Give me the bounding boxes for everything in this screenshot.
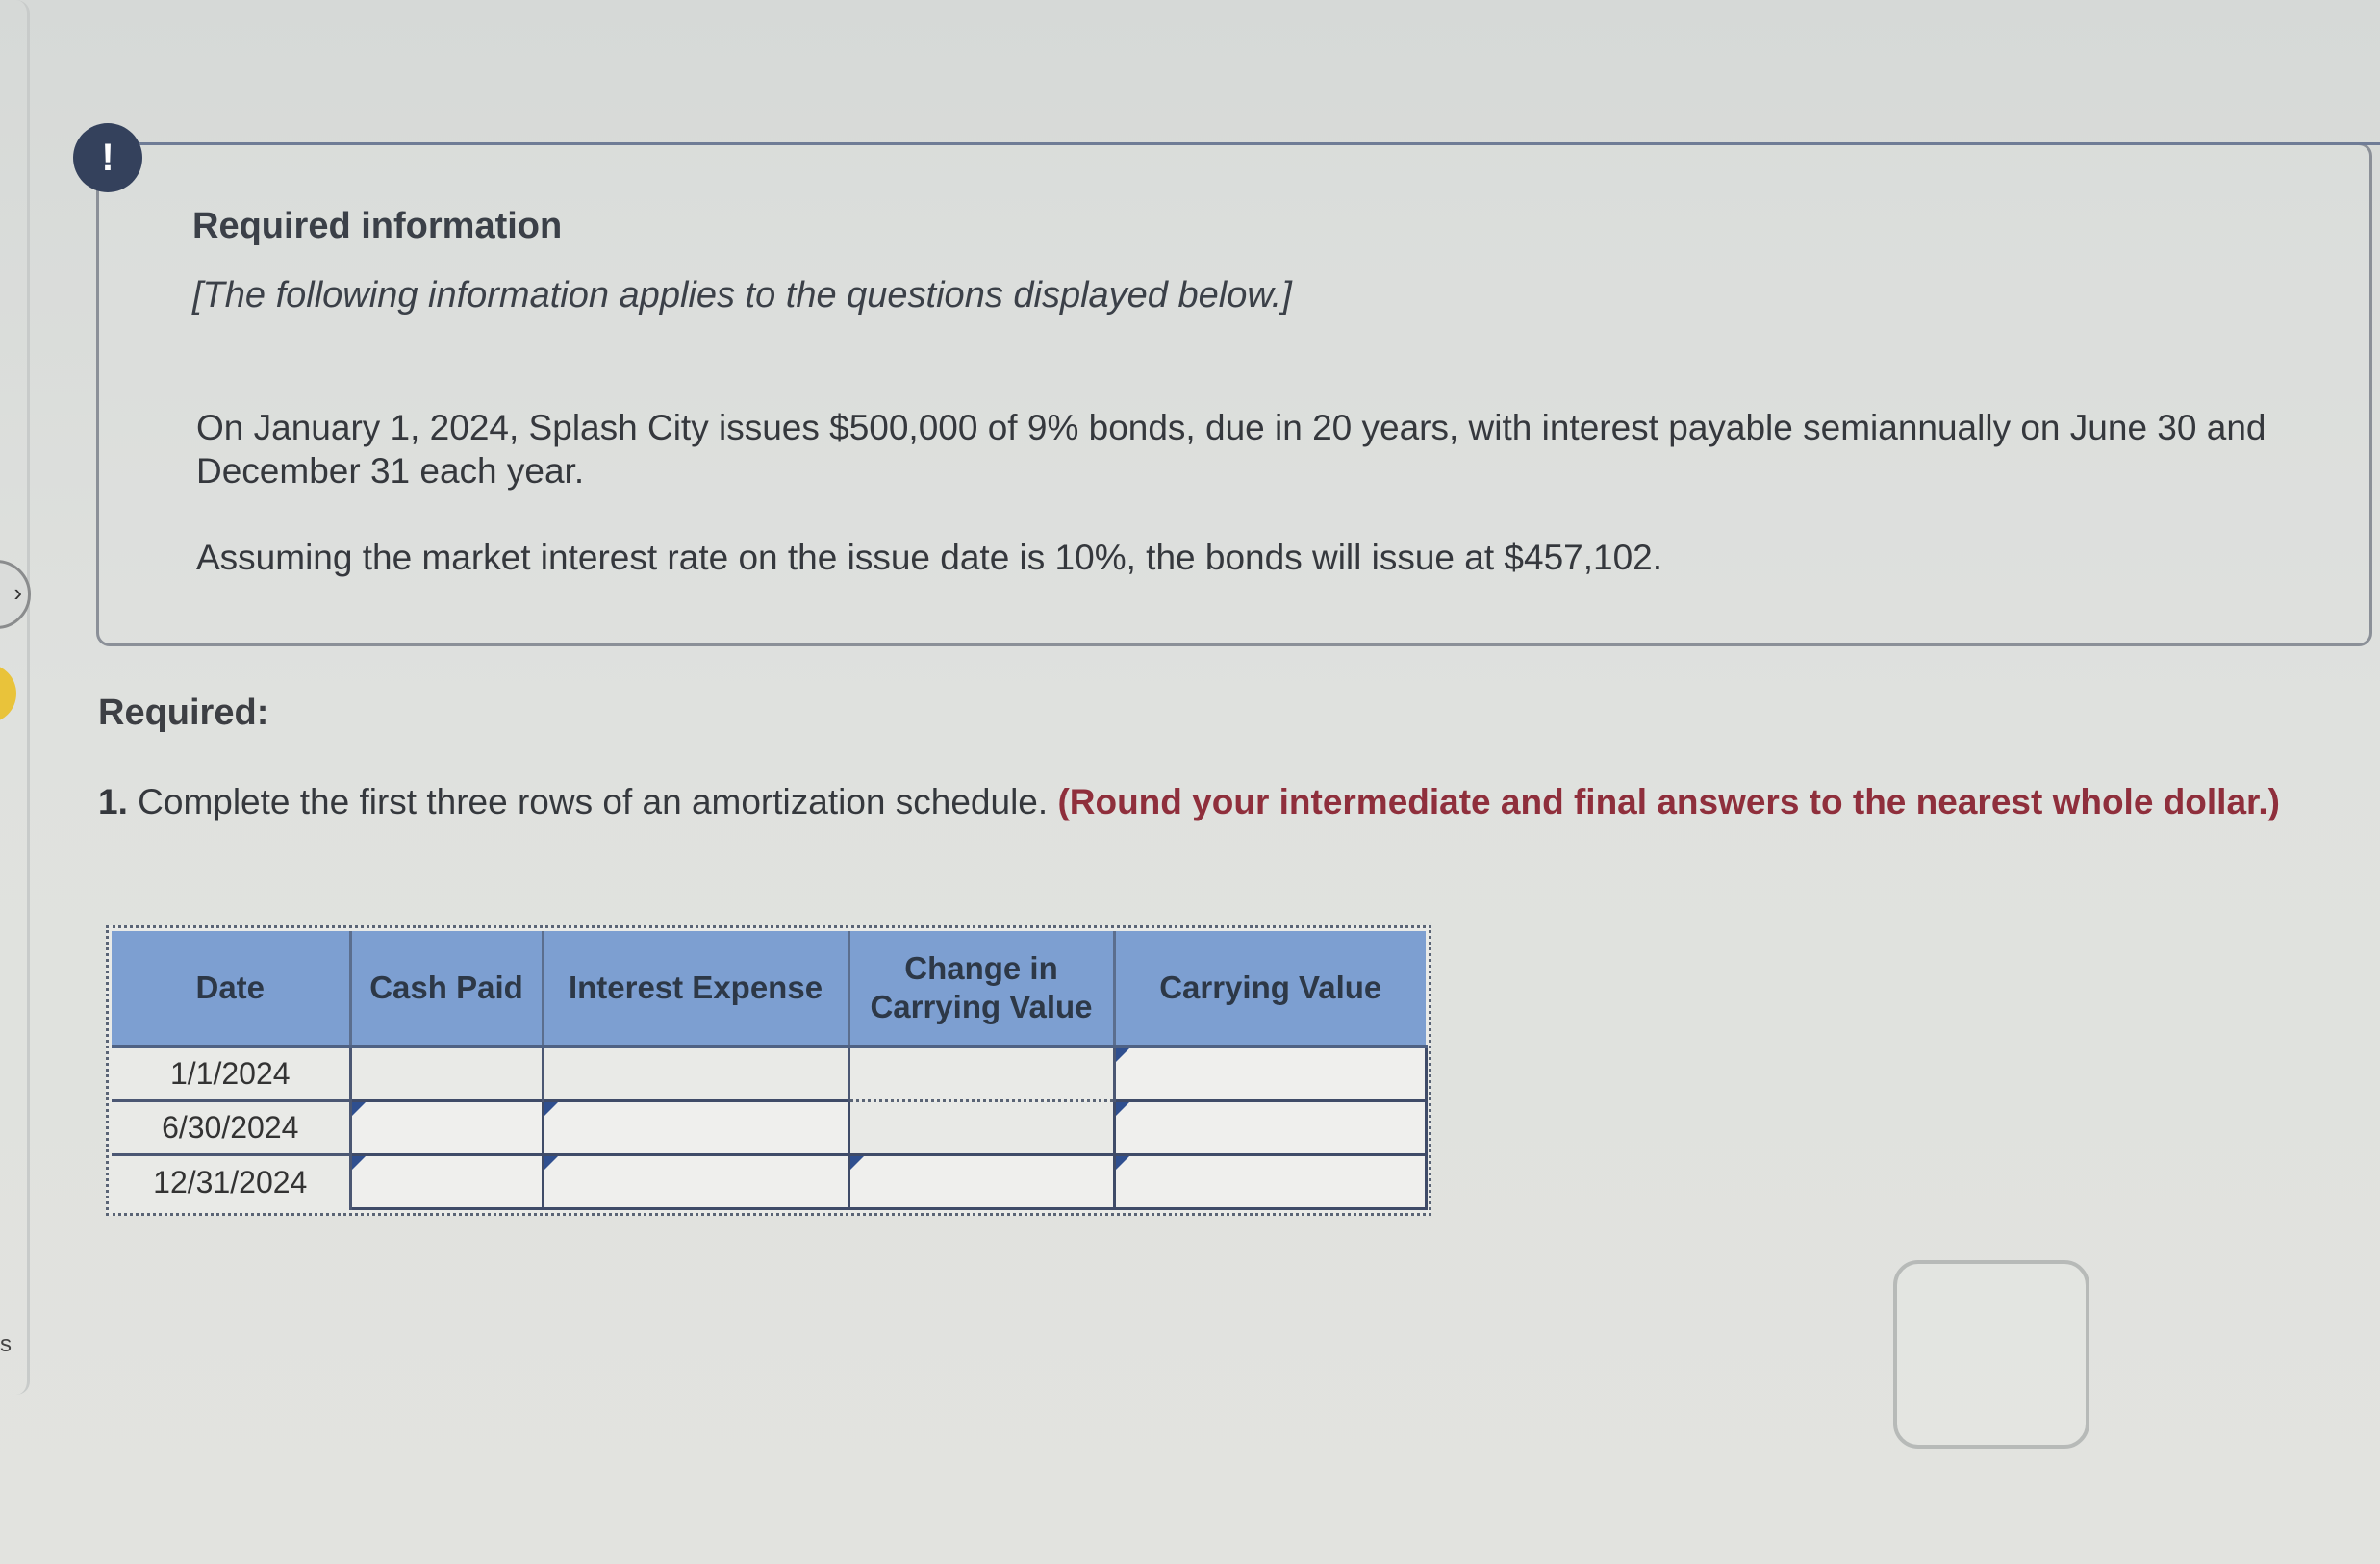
problem-paragraph-2: Assuming the market interest rate on the issue date is 10%, the bonds will issue at $457,102.: [196, 538, 1663, 577]
required-information-subtitle: [The following information applies to the questions displayed below.]: [192, 275, 1292, 315]
input-flag-icon: [850, 1156, 864, 1170]
cash-paid-input[interactable]: [350, 1101, 543, 1155]
header-cash-paid: Cash Paid: [350, 931, 543, 1047]
cash-paid-input[interactable]: [350, 1155, 543, 1209]
problem-paragraph-1: On January 1, 2024, Splash City issues $500,000 of 9% bonds, due in 20 years, with interest payable semiannually on June 30 and December 31 each year.: [196, 408, 2266, 491]
input-flag-icon: [352, 1156, 366, 1170]
interest-expense-input[interactable]: [543, 1155, 848, 1209]
question-1: [98, 781, 2311, 822]
amortization-table-container: [106, 925, 1431, 1216]
header-date: Date: [112, 931, 350, 1047]
left-edge-partial-text: s: [0, 1331, 12, 1357]
nav-glyph: ›: [13, 578, 22, 607]
info-box-top-rule: [108, 142, 2380, 145]
input-flag-icon: [352, 1102, 366, 1116]
carrying-value-input[interactable]: [1114, 1155, 1426, 1209]
question-text: Complete the first three rows of an amortization schedule.: [138, 782, 1049, 821]
header-change-in-carrying-value: Change in Carrying Value: [848, 931, 1114, 1047]
change-in-carrying-value-input[interactable]: [848, 1101, 1114, 1155]
input-flag-icon: [1116, 1102, 1129, 1116]
change-cell-disabled: [848, 1047, 1114, 1101]
interest-expense-cell-disabled: [543, 1047, 848, 1101]
cash-paid-cell-disabled: [350, 1047, 543, 1101]
exclamation-icon: !: [73, 123, 142, 192]
required-information-title: Required information: [192, 206, 563, 246]
required-heading: Required:: [98, 693, 269, 733]
row-date: 6/30/2024: [112, 1101, 350, 1155]
question-number: 1.: [98, 782, 128, 821]
carrying-value-input[interactable]: [1114, 1047, 1426, 1101]
row-date: 12/31/2024: [112, 1155, 350, 1209]
table-row: [112, 1101, 1426, 1155]
table-header-row: [112, 931, 1426, 1047]
input-flag-icon: [1116, 1048, 1129, 1062]
table-row: [112, 1047, 1426, 1101]
header-interest-expense: Interest Expense: [543, 931, 848, 1047]
input-flag-icon: [544, 1102, 558, 1116]
change-in-carrying-value-input[interactable]: [848, 1155, 1114, 1209]
input-flag-icon: [1116, 1156, 1129, 1170]
corner-square-widget[interactable]: [1893, 1260, 2089, 1449]
input-flag-icon: [544, 1156, 558, 1170]
interest-expense-input[interactable]: [543, 1101, 848, 1155]
carrying-value-input[interactable]: [1114, 1101, 1426, 1155]
header-carrying-value: Carrying Value: [1114, 931, 1426, 1047]
question-instruction: (Round your intermediate and final answers to the nearest whole dollar.): [1057, 782, 2280, 821]
amortization-table: [112, 931, 1428, 1210]
row-date: 1/1/2024: [112, 1047, 350, 1101]
table-row: [112, 1155, 1426, 1209]
